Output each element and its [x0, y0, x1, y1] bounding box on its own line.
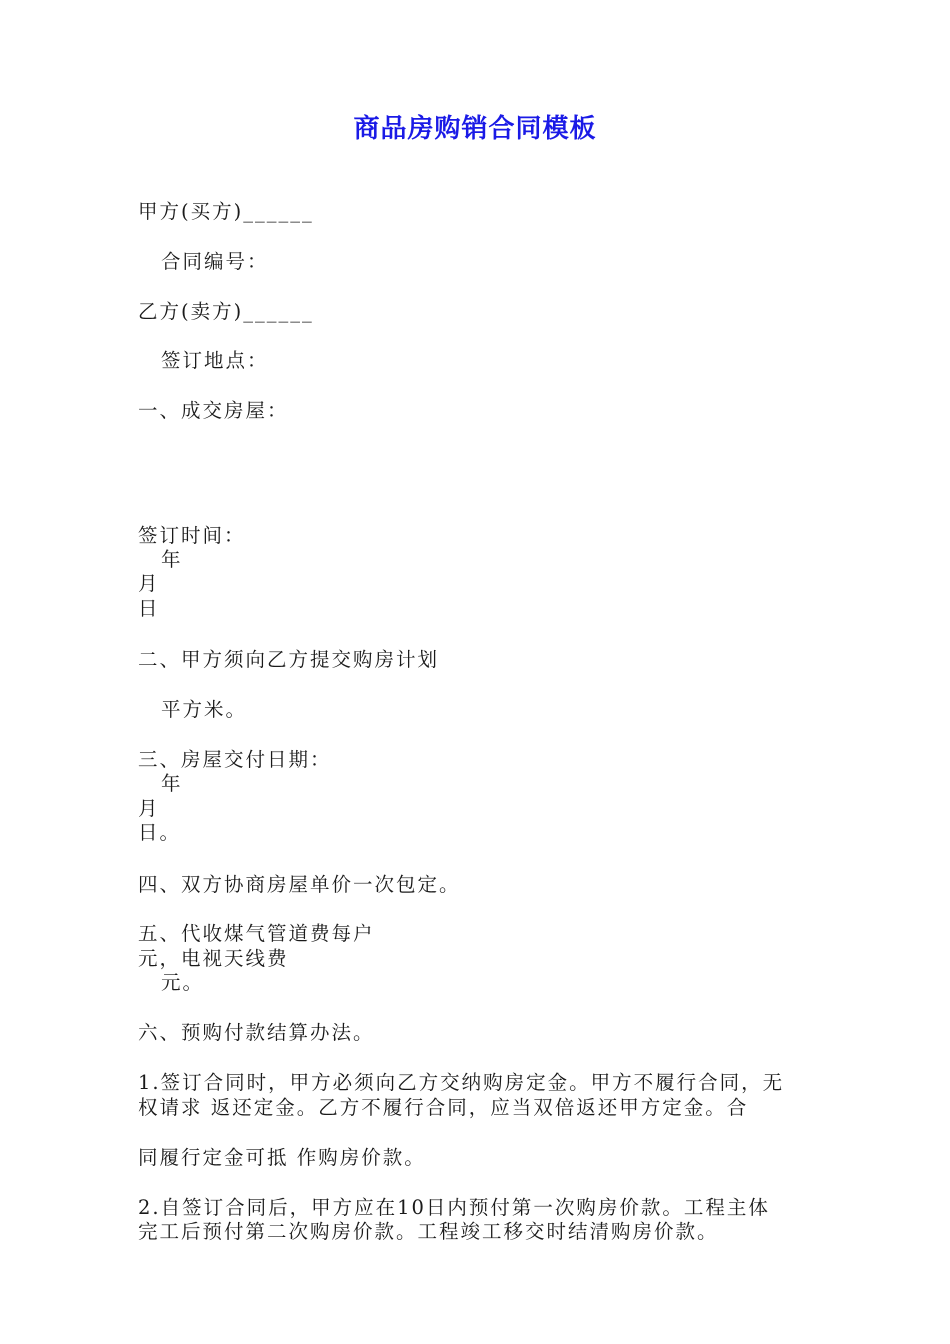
square-meters-line: 平方米。	[161, 698, 248, 721]
contract-number-line: 合同编号：	[161, 250, 269, 273]
delivery-day: 日。	[138, 821, 182, 844]
sign-time-year: 年	[161, 548, 183, 571]
item-2-line-1: 2.自签订合同后，甲方应在10日内预付第一次购房价款。工程主体	[138, 1196, 770, 1219]
section-3-heading: 三、房屋交付日期：	[138, 748, 332, 771]
section-5-line-1: 五、代收煤气管道费每户	[138, 922, 375, 945]
party-a-line: 甲方(买方)______	[138, 200, 314, 223]
section-6-heading: 六、预购付款结算办法。	[138, 1021, 375, 1044]
section-4-heading: 四、双方协商房屋单价一次包定。	[138, 873, 461, 896]
section-5-line-3: 元。	[161, 971, 205, 994]
section-5-line-2: 元，电视天线费	[138, 947, 289, 970]
delivery-month: 月	[138, 797, 160, 820]
sign-time-month: 月	[138, 572, 160, 595]
section-1-heading: 一、成交房屋：	[138, 399, 289, 422]
section-2-heading: 二、甲方须向乙方提交购房计划	[138, 648, 440, 671]
item-1-line-1: 1.签订合同时，甲方必须向乙方交纳购房定金。甲方不履行合同，无	[138, 1071, 785, 1094]
document-title: 商品房购销合同模板	[353, 114, 597, 144]
item-1-line-2: 权请求 返还定金。乙方不履行合同，应当双倍返还甲方定金。合	[138, 1096, 749, 1119]
party-b-line: 乙方(卖方)______	[138, 300, 314, 323]
delivery-year: 年	[161, 772, 183, 795]
sign-place-line: 签订地点：	[161, 349, 269, 372]
sign-time-label: 签订时间：	[138, 524, 246, 547]
item-1-line-3: 同履行定金可抵 作购房价款。	[138, 1146, 426, 1169]
item-2-line-2: 完工后预付第二次购房价款。工程竣工移交时结清购房价款。	[138, 1220, 719, 1243]
sign-time-day: 日	[138, 597, 160, 620]
